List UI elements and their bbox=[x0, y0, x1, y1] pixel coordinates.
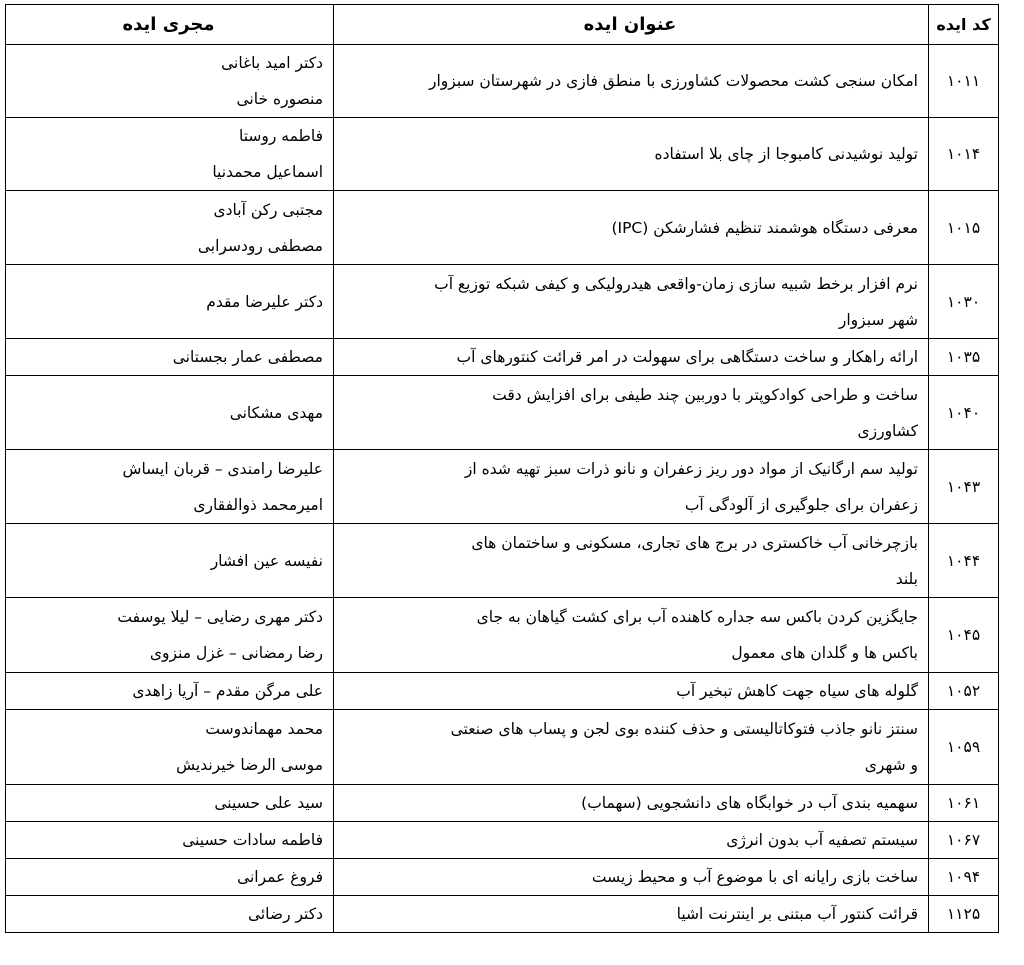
idea-title-line: بلند bbox=[895, 569, 918, 588]
idea-executor bbox=[6, 45, 334, 118]
idea-executor-line: دکتر علیرضا مقدم bbox=[206, 292, 323, 311]
idea-title-line: امکان سنجی کشت محصولات کشاورزی با منطق فازی در شهرستان سبزوار bbox=[428, 72, 918, 90]
idea-title bbox=[334, 191, 929, 265]
idea-title-line: باکس ها و گلدان های معمول bbox=[731, 644, 918, 662]
table-row bbox=[6, 376, 999, 450]
header-row bbox=[6, 5, 999, 45]
table-row bbox=[6, 191, 999, 265]
table-row bbox=[6, 598, 999, 673]
idea-code: ۱۰۴۳ bbox=[929, 450, 999, 524]
idea-executor-line: اسماعیل محمدنیا bbox=[212, 163, 323, 181]
idea-executor bbox=[6, 598, 334, 673]
table-row bbox=[6, 45, 999, 118]
idea-executor-line: مجتبی رکن آبادی bbox=[213, 200, 323, 219]
idea-title-line: ارائه راهکار و ساخت دستگاهی برای سهولت در امر قرائت کنتورهای آب bbox=[456, 348, 918, 366]
idea-title-line: تولید نوشیدنی کامبوجا از چای بلا استفاده bbox=[654, 145, 918, 163]
idea-title-line: معرفی دستگاه هوشمند تنظیم فشارشکن (IPC) bbox=[611, 218, 918, 237]
ideas-table-body bbox=[6, 45, 999, 933]
header-executor: مجری ایده bbox=[6, 5, 334, 45]
idea-title bbox=[334, 859, 929, 896]
idea-title-line: ساخت بازی رایانه ای با موضوع آب و محیط زیست bbox=[591, 868, 918, 886]
idea-code: ۱۰۳۰ bbox=[929, 265, 999, 339]
idea-title bbox=[334, 45, 929, 118]
idea-code: ۱۰۶۱ bbox=[929, 785, 999, 822]
table-row bbox=[6, 822, 999, 859]
idea-title bbox=[334, 710, 929, 785]
idea-title-line: ساخت و طراحی کوادکوپتر با دوربین چند طیفی برای افزایش دقت bbox=[492, 385, 918, 404]
idea-executor-line: رضا رمضانی – غزل منزوی bbox=[149, 644, 323, 662]
table-row bbox=[6, 118, 999, 191]
idea-executor bbox=[6, 896, 334, 933]
idea-executor-line: موسی الرضا خیرندیش bbox=[176, 756, 323, 774]
table-row bbox=[6, 896, 999, 933]
idea-title bbox=[334, 265, 929, 339]
idea-executor-line: نفیسه عین افشار bbox=[210, 551, 323, 570]
table-row bbox=[6, 673, 999, 710]
idea-executor bbox=[6, 450, 334, 524]
idea-title-line: کشاورزی bbox=[857, 421, 918, 440]
idea-executor bbox=[6, 339, 334, 376]
table-row bbox=[6, 450, 999, 524]
idea-executor-line: سید علی حسینی bbox=[214, 794, 323, 812]
ideas-sheet bbox=[5, 4, 998, 933]
idea-executor-line: مصطفی عمار بجستانی bbox=[172, 348, 323, 366]
table-row bbox=[6, 339, 999, 376]
table-row bbox=[6, 859, 999, 896]
idea-executor bbox=[6, 785, 334, 822]
idea-title bbox=[334, 673, 929, 710]
idea-title bbox=[334, 450, 929, 524]
idea-title bbox=[334, 822, 929, 859]
idea-executor bbox=[6, 118, 334, 191]
idea-title-line: سهمیه بندی آب در خوابگاه های دانشجویی (سهماب) bbox=[581, 794, 918, 812]
idea-executor bbox=[6, 859, 334, 896]
table-row bbox=[6, 524, 999, 598]
idea-executor bbox=[6, 822, 334, 859]
idea-code: ۱۰۴۵ bbox=[929, 598, 999, 673]
idea-title-line: گلوله های سیاه جهت کاهش تبخیر آب bbox=[676, 682, 918, 700]
header-title: عنوان ایده bbox=[334, 5, 929, 45]
idea-title-line: تولید سم ارگانیک از مواد دور ریز زعفران و نانو ذرات سبز تهیه شده از bbox=[464, 459, 918, 478]
header-code: کد ایده bbox=[929, 5, 999, 45]
table-row bbox=[6, 785, 999, 822]
idea-executor bbox=[6, 524, 334, 598]
idea-executor-line: دکتر مهری رضایی – لیلا یوسفت bbox=[117, 608, 323, 626]
idea-title-line: شهر سبزوار bbox=[838, 310, 918, 329]
idea-title bbox=[334, 896, 929, 933]
idea-executor-line: محمد مهماندوست bbox=[205, 720, 323, 738]
idea-executor-line: دکتر امید باغانی bbox=[221, 54, 323, 72]
idea-title-line: سنتز نانو جاذب فتوکاتالیستی و حذف کننده بوی لجن و پساب های صنعتی bbox=[450, 720, 918, 738]
idea-title-line: زعفران برای جلوگیری از آلودگی آب bbox=[684, 495, 918, 514]
idea-title bbox=[334, 118, 929, 191]
table-row bbox=[6, 265, 999, 339]
idea-code: ۱۱۲۵ bbox=[929, 896, 999, 933]
idea-executor-line: فاطمه سادات حسینی bbox=[182, 831, 323, 849]
idea-title bbox=[334, 785, 929, 822]
idea-executor bbox=[6, 191, 334, 265]
ideas-table bbox=[5, 4, 999, 933]
idea-title-line: سیستم تصفیه آب بدون انرژی bbox=[726, 831, 918, 849]
table-row bbox=[6, 710, 999, 785]
idea-executor-line: علیرضا رامندی – قربان ایساش bbox=[122, 459, 323, 478]
idea-executor bbox=[6, 265, 334, 339]
idea-title-line: نرم افزار برخط شبیه سازی زمان-واقعی هیدرولیکی و کیفی شبکه توزیع آب bbox=[434, 274, 918, 293]
idea-executor-line: امیرمحمد ذوالفقاری bbox=[193, 495, 323, 514]
idea-title-line: و شهری bbox=[864, 756, 918, 774]
idea-code: ۱۰۹۴ bbox=[929, 859, 999, 896]
idea-executor-line: فروغ عمرانی bbox=[237, 868, 323, 886]
idea-code: ۱۰۶۷ bbox=[929, 822, 999, 859]
idea-title bbox=[334, 524, 929, 598]
idea-title bbox=[334, 598, 929, 673]
idea-executor-line: مصطفی رودسرابی bbox=[197, 236, 323, 255]
idea-executor bbox=[6, 710, 334, 785]
idea-executor bbox=[6, 673, 334, 710]
idea-title bbox=[334, 339, 929, 376]
idea-code: ۱۰۵۹ bbox=[929, 710, 999, 785]
idea-code: ۱۰۴۴ bbox=[929, 524, 999, 598]
idea-executor-line: دکتر رضائی bbox=[247, 905, 323, 923]
idea-title-line: جایگزین کردن باکس سه جداره کاهنده آب برای کشت گیاهان به جای bbox=[476, 608, 918, 626]
idea-title-line: قرائت کنتور آب مبتنی بر اینترنت اشیا bbox=[676, 905, 918, 923]
idea-title bbox=[334, 376, 929, 450]
idea-title-line: بازچرخانی آب خاکستری در برج های تجاری، مسکونی و ساختمان های bbox=[471, 533, 918, 552]
idea-executor-line: مهدی مشکانی bbox=[229, 403, 323, 422]
idea-code: ۱۰۱۴ bbox=[929, 118, 999, 191]
idea-executor-line: منصوره خانی bbox=[236, 90, 323, 108]
idea-code: ۱۰۴۰ bbox=[929, 376, 999, 450]
idea-executor-line: علی مرگن مقدم – آریا زاهدی bbox=[132, 682, 323, 700]
idea-code: ۱۰۱۵ bbox=[929, 191, 999, 265]
idea-executor bbox=[6, 376, 334, 450]
idea-code: ۱۰۱۱ bbox=[929, 45, 999, 118]
idea-code: ۱۰۳۵ bbox=[929, 339, 999, 376]
idea-code: ۱۰۵۲ bbox=[929, 673, 999, 710]
idea-executor-line: فاطمه روستا bbox=[238, 127, 323, 145]
